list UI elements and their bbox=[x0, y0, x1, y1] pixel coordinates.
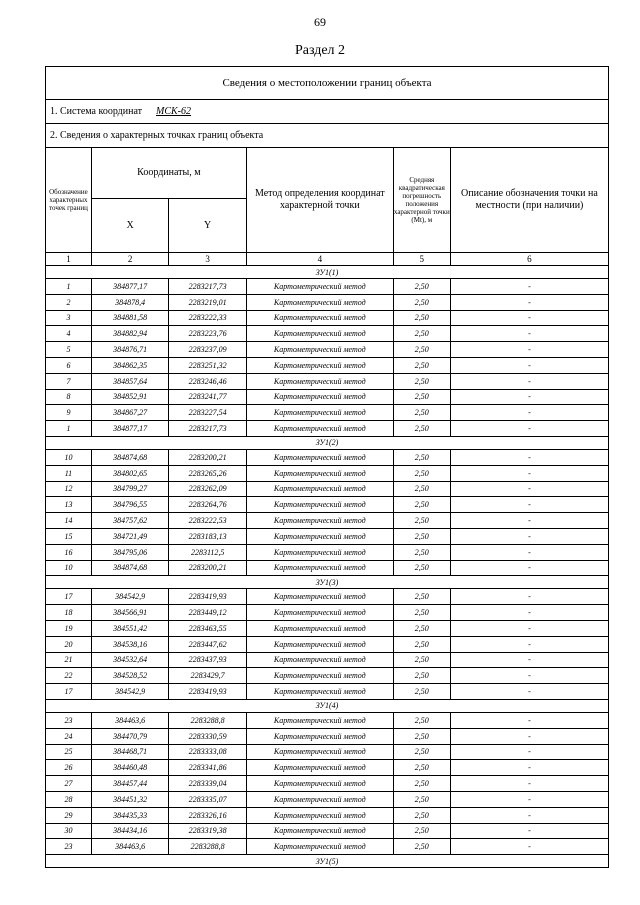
x-coordinate-cell: 384721,49 bbox=[91, 528, 169, 544]
method-cell: Картометрический метод bbox=[246, 636, 393, 652]
y-coordinate-cell: 2283241,77 bbox=[169, 389, 247, 405]
point-number-cell: 28 bbox=[46, 791, 92, 807]
table-row bbox=[46, 449, 609, 465]
header-description: Описание обозначения точки на местности (при наличии) bbox=[450, 148, 608, 253]
x-coordinate-cell: 384874,68 bbox=[91, 560, 169, 576]
method-cell: Картометрический метод bbox=[246, 620, 393, 636]
description-cell: - bbox=[450, 465, 608, 481]
section-title: Раздел 2 bbox=[294, 43, 346, 58]
accuracy-cell: 2,50 bbox=[393, 357, 450, 373]
accuracy-cell: 2,50 bbox=[393, 544, 450, 560]
y-coordinate-cell: 2283200,21 bbox=[169, 560, 247, 576]
header-x: X bbox=[91, 199, 169, 253]
x-coordinate-cell: 384457,44 bbox=[91, 776, 169, 792]
x-coordinate-cell: 384802,65 bbox=[91, 465, 169, 481]
accuracy-cell: 2,50 bbox=[393, 465, 450, 481]
column-index: 2 bbox=[91, 253, 169, 266]
table-row bbox=[46, 310, 609, 326]
description-cell: - bbox=[450, 560, 608, 576]
table-row bbox=[46, 760, 609, 776]
description-cell: - bbox=[450, 326, 608, 342]
point-number-cell: 21 bbox=[46, 652, 92, 668]
accuracy-cell: 2,50 bbox=[393, 389, 450, 405]
y-coordinate-cell: 2283217,73 bbox=[169, 279, 247, 295]
description-cell: - bbox=[450, 389, 608, 405]
accuracy-cell: 2,50 bbox=[393, 744, 450, 760]
point-number-cell: 3 bbox=[46, 310, 92, 326]
y-coordinate-cell: 2283333,08 bbox=[169, 744, 247, 760]
y-coordinate-cell: 2283223,76 bbox=[169, 326, 247, 342]
y-coordinate-cell: 2283288,8 bbox=[169, 839, 247, 855]
description-cell: - bbox=[450, 497, 608, 513]
method-cell: Картометрический метод bbox=[246, 294, 393, 310]
x-coordinate-cell: 384862,35 bbox=[91, 357, 169, 373]
accuracy-cell: 2,50 bbox=[393, 326, 450, 342]
table-row bbox=[46, 544, 609, 560]
y-coordinate-cell: 2283447,62 bbox=[169, 636, 247, 652]
header-y: Y bbox=[169, 199, 247, 253]
x-coordinate-cell: 384528,52 bbox=[91, 668, 169, 684]
point-number-cell: 29 bbox=[46, 807, 92, 823]
method-cell: Картометрический метод bbox=[246, 728, 393, 744]
method-cell: Картометрический метод bbox=[246, 405, 393, 421]
x-coordinate-cell: 384874,68 bbox=[91, 449, 169, 465]
description-cell: - bbox=[450, 823, 608, 839]
table-row bbox=[46, 684, 609, 700]
point-number-cell: 17 bbox=[46, 589, 92, 605]
point-number-cell: 12 bbox=[46, 481, 92, 497]
point-number-cell: 23 bbox=[46, 712, 92, 728]
table-row bbox=[46, 776, 609, 792]
table-row bbox=[46, 744, 609, 760]
description-cell: - bbox=[450, 421, 608, 437]
accuracy-cell: 2,50 bbox=[393, 636, 450, 652]
x-coordinate-cell: 384757,62 bbox=[91, 513, 169, 529]
accuracy-cell: 2,50 bbox=[393, 560, 450, 576]
group-name: ЗУ1(2) bbox=[46, 436, 609, 449]
boundary-table bbox=[45, 66, 609, 868]
method-cell: Картометрический метод bbox=[246, 560, 393, 576]
table-row bbox=[46, 823, 609, 839]
point-number-cell: 25 bbox=[46, 744, 92, 760]
description-cell: - bbox=[450, 528, 608, 544]
description-cell: - bbox=[450, 791, 608, 807]
table-row bbox=[46, 357, 609, 373]
group-header-row bbox=[46, 855, 609, 868]
point-number-cell: 17 bbox=[46, 684, 92, 700]
accuracy-cell: 2,50 bbox=[393, 839, 450, 855]
column-index: 6 bbox=[450, 253, 608, 266]
method-cell: Картометрический метод bbox=[246, 791, 393, 807]
table-row bbox=[46, 513, 609, 529]
table-row bbox=[46, 652, 609, 668]
x-coordinate-cell: 384877,17 bbox=[91, 279, 169, 295]
method-cell: Картометрический метод bbox=[246, 326, 393, 342]
y-coordinate-cell: 2283449,12 bbox=[169, 605, 247, 621]
x-coordinate-cell: 384877,17 bbox=[91, 421, 169, 437]
column-index: 3 bbox=[169, 253, 247, 266]
y-coordinate-cell: 2283288,8 bbox=[169, 712, 247, 728]
table-row bbox=[46, 373, 609, 389]
x-coordinate-cell: 384881,58 bbox=[91, 310, 169, 326]
coord-system-value: МСК-62 bbox=[156, 106, 192, 117]
point-number-cell: 7 bbox=[46, 373, 92, 389]
method-cell: Картометрический метод bbox=[246, 357, 393, 373]
accuracy-cell: 2,50 bbox=[393, 728, 450, 744]
x-coordinate-cell: 384882,94 bbox=[91, 326, 169, 342]
accuracy-cell: 2,50 bbox=[393, 405, 450, 421]
x-coordinate-cell: 384852,91 bbox=[91, 389, 169, 405]
group-header-row bbox=[46, 699, 609, 712]
x-coordinate-cell: 384795,06 bbox=[91, 544, 169, 560]
x-coordinate-cell: 384463,6 bbox=[91, 839, 169, 855]
accuracy-cell: 2,50 bbox=[393, 652, 450, 668]
coord-system-row bbox=[46, 100, 609, 124]
table-row bbox=[46, 389, 609, 405]
group-header-row bbox=[46, 266, 609, 279]
description-cell: - bbox=[450, 652, 608, 668]
x-coordinate-cell: 384460,48 bbox=[91, 760, 169, 776]
description-cell: - bbox=[450, 728, 608, 744]
table-row bbox=[46, 342, 609, 358]
y-coordinate-cell: 2283246,46 bbox=[169, 373, 247, 389]
group-header-row bbox=[46, 576, 609, 589]
y-coordinate-cell: 2283217,73 bbox=[169, 421, 247, 437]
y-coordinate-cell: 2283112,5 bbox=[169, 544, 247, 560]
description-cell: - bbox=[450, 668, 608, 684]
y-coordinate-cell: 2283339,04 bbox=[169, 776, 247, 792]
column-index: 5 bbox=[393, 253, 450, 266]
table-title: Сведения о местоположении границ объекта bbox=[46, 67, 609, 100]
accuracy-cell: 2,50 bbox=[393, 760, 450, 776]
column-index-row bbox=[46, 253, 609, 266]
table-row bbox=[46, 279, 609, 295]
description-cell: - bbox=[450, 712, 608, 728]
method-cell: Картометрический метод bbox=[246, 481, 393, 497]
method-cell: Картометрический метод bbox=[246, 760, 393, 776]
accuracy-cell: 2,50 bbox=[393, 421, 450, 437]
accuracy-cell: 2,50 bbox=[393, 589, 450, 605]
description-cell: - bbox=[450, 544, 608, 560]
point-number-cell: 30 bbox=[46, 823, 92, 839]
description-cell: - bbox=[450, 373, 608, 389]
table-row bbox=[46, 807, 609, 823]
description-cell: - bbox=[450, 589, 608, 605]
method-cell: Картометрический метод bbox=[246, 513, 393, 529]
point-number-cell: 24 bbox=[46, 728, 92, 744]
table-row bbox=[46, 728, 609, 744]
table-row bbox=[46, 326, 609, 342]
table-row bbox=[46, 421, 609, 437]
method-cell: Картометрический метод bbox=[246, 823, 393, 839]
header-method: Метод определения координат характерной точки bbox=[246, 148, 393, 253]
accuracy-cell: 2,50 bbox=[393, 684, 450, 700]
x-coordinate-cell: 384799,27 bbox=[91, 481, 169, 497]
method-cell: Картометрический метод bbox=[246, 310, 393, 326]
accuracy-cell: 2,50 bbox=[393, 481, 450, 497]
description-cell: - bbox=[450, 620, 608, 636]
table-row bbox=[46, 465, 609, 481]
group-name: ЗУ1(4) bbox=[46, 699, 609, 712]
y-coordinate-cell: 2283419,93 bbox=[169, 684, 247, 700]
description-cell: - bbox=[450, 807, 608, 823]
y-coordinate-cell: 2283251,32 bbox=[169, 357, 247, 373]
y-coordinate-cell: 2283265,26 bbox=[169, 465, 247, 481]
points-caption: 2. Сведения о характерных точках границ объекта bbox=[46, 124, 609, 148]
accuracy-cell: 2,50 bbox=[393, 513, 450, 529]
method-cell: Картометрический метод bbox=[246, 544, 393, 560]
table-row bbox=[46, 589, 609, 605]
x-coordinate-cell: 384435,33 bbox=[91, 807, 169, 823]
method-cell: Картометрический метод bbox=[246, 449, 393, 465]
y-coordinate-cell: 2283330,59 bbox=[169, 728, 247, 744]
y-coordinate-cell: 2283222,33 bbox=[169, 310, 247, 326]
x-coordinate-cell: 384857,64 bbox=[91, 373, 169, 389]
method-cell: Картометрический метод bbox=[246, 389, 393, 405]
x-coordinate-cell: 384463,6 bbox=[91, 712, 169, 728]
table-row bbox=[46, 294, 609, 310]
point-number-cell: 18 bbox=[46, 605, 92, 621]
method-cell: Картометрический метод bbox=[246, 279, 393, 295]
table-row bbox=[46, 791, 609, 807]
point-number-cell: 10 bbox=[46, 449, 92, 465]
method-cell: Картометрический метод bbox=[246, 807, 393, 823]
table-row bbox=[46, 560, 609, 576]
y-coordinate-cell: 2283319,38 bbox=[169, 823, 247, 839]
method-cell: Картометрический метод bbox=[246, 589, 393, 605]
point-number-cell: 15 bbox=[46, 528, 92, 544]
table-row bbox=[46, 405, 609, 421]
description-cell: - bbox=[450, 481, 608, 497]
method-cell: Картометрический метод bbox=[246, 652, 393, 668]
accuracy-cell: 2,50 bbox=[393, 449, 450, 465]
point-number-cell: 5 bbox=[46, 342, 92, 358]
description-cell: - bbox=[450, 684, 608, 700]
accuracy-cell: 2,50 bbox=[393, 712, 450, 728]
group-name: ЗУ1(3) bbox=[46, 576, 609, 589]
page-number: 69 bbox=[314, 15, 326, 29]
header-point-label: Обозначение характерных точек границ bbox=[46, 148, 92, 253]
y-coordinate-cell: 2283335,07 bbox=[169, 791, 247, 807]
x-coordinate-cell: 384551,42 bbox=[91, 620, 169, 636]
point-number-cell: 14 bbox=[46, 513, 92, 529]
x-coordinate-cell: 384434,16 bbox=[91, 823, 169, 839]
table-row bbox=[46, 839, 609, 855]
point-number-cell: 9 bbox=[46, 405, 92, 421]
point-number-cell: 16 bbox=[46, 544, 92, 560]
x-coordinate-cell: 384876,71 bbox=[91, 342, 169, 358]
accuracy-cell: 2,50 bbox=[393, 342, 450, 358]
point-number-cell: 1 bbox=[46, 421, 92, 437]
method-cell: Картометрический метод bbox=[246, 421, 393, 437]
method-cell: Картометрический метод bbox=[246, 684, 393, 700]
accuracy-cell: 2,50 bbox=[393, 776, 450, 792]
description-cell: - bbox=[450, 294, 608, 310]
group-name: ЗУ1(5) bbox=[46, 855, 609, 868]
point-number-cell: 10 bbox=[46, 560, 92, 576]
description-cell: - bbox=[450, 760, 608, 776]
accuracy-cell: 2,50 bbox=[393, 620, 450, 636]
point-number-cell: 20 bbox=[46, 636, 92, 652]
accuracy-cell: 2,50 bbox=[393, 294, 450, 310]
y-coordinate-cell: 2283341,86 bbox=[169, 760, 247, 776]
description-cell: - bbox=[450, 357, 608, 373]
y-coordinate-cell: 2283222,53 bbox=[169, 513, 247, 529]
description-cell: - bbox=[450, 310, 608, 326]
point-number-cell: 11 bbox=[46, 465, 92, 481]
description-cell: - bbox=[450, 449, 608, 465]
method-cell: Картометрический метод bbox=[246, 744, 393, 760]
point-number-cell: 13 bbox=[46, 497, 92, 513]
x-coordinate-cell: 384468,71 bbox=[91, 744, 169, 760]
x-coordinate-cell: 384878,4 bbox=[91, 294, 169, 310]
group-header-row bbox=[46, 436, 609, 449]
point-number-cell: 1 bbox=[46, 279, 92, 295]
x-coordinate-cell: 384538,16 bbox=[91, 636, 169, 652]
y-coordinate-cell: 2283264,76 bbox=[169, 497, 247, 513]
table-row bbox=[46, 528, 609, 544]
coord-system-label: 1. Система координат bbox=[50, 106, 143, 117]
description-cell: - bbox=[450, 513, 608, 529]
y-coordinate-cell: 2283237,09 bbox=[169, 342, 247, 358]
accuracy-cell: 2,50 bbox=[393, 668, 450, 684]
accuracy-cell: 2,50 bbox=[393, 807, 450, 823]
y-coordinate-cell: 2283227,54 bbox=[169, 405, 247, 421]
y-coordinate-cell: 2283262,09 bbox=[169, 481, 247, 497]
x-coordinate-cell: 384796,55 bbox=[91, 497, 169, 513]
column-index: 1 bbox=[46, 253, 92, 266]
method-cell: Картометрический метод bbox=[246, 373, 393, 389]
x-coordinate-cell: 384542,9 bbox=[91, 589, 169, 605]
point-number-cell: 26 bbox=[46, 760, 92, 776]
point-number-cell: 4 bbox=[46, 326, 92, 342]
x-coordinate-cell: 384566,91 bbox=[91, 605, 169, 621]
method-cell: Картометрический метод bbox=[246, 839, 393, 855]
description-cell: - bbox=[450, 405, 608, 421]
description-cell: - bbox=[450, 279, 608, 295]
header-accuracy: Средняя квадратическая погрешность положения характерной точки (Mt), м bbox=[393, 148, 450, 253]
column-index: 4 bbox=[246, 253, 393, 266]
point-number-cell: 2 bbox=[46, 294, 92, 310]
y-coordinate-cell: 2283463,55 bbox=[169, 620, 247, 636]
y-coordinate-cell: 2283419,93 bbox=[169, 589, 247, 605]
y-coordinate-cell: 2283326,16 bbox=[169, 807, 247, 823]
accuracy-cell: 2,50 bbox=[393, 279, 450, 295]
x-coordinate-cell: 384470,79 bbox=[91, 728, 169, 744]
accuracy-cell: 2,50 bbox=[393, 528, 450, 544]
point-number-cell: 23 bbox=[46, 839, 92, 855]
table-row bbox=[46, 636, 609, 652]
description-cell: - bbox=[450, 636, 608, 652]
x-coordinate-cell: 384867,27 bbox=[91, 405, 169, 421]
group-name: ЗУ1(1) bbox=[46, 266, 609, 279]
description-cell: - bbox=[450, 605, 608, 621]
header-coords: Координаты, м bbox=[91, 148, 246, 199]
y-coordinate-cell: 2283437,93 bbox=[169, 652, 247, 668]
description-cell: - bbox=[450, 342, 608, 358]
description-cell: - bbox=[450, 744, 608, 760]
method-cell: Картометрический метод bbox=[246, 668, 393, 684]
accuracy-cell: 2,50 bbox=[393, 497, 450, 513]
description-cell: - bbox=[450, 839, 608, 855]
table-row bbox=[46, 605, 609, 621]
table-row bbox=[46, 620, 609, 636]
method-cell: Картометрический метод bbox=[246, 712, 393, 728]
x-coordinate-cell: 384542,9 bbox=[91, 684, 169, 700]
method-cell: Картометрический метод bbox=[246, 605, 393, 621]
method-cell: Картометрический метод bbox=[246, 342, 393, 358]
y-coordinate-cell: 2283219,01 bbox=[169, 294, 247, 310]
method-cell: Картометрический метод bbox=[246, 528, 393, 544]
y-coordinate-cell: 2283200,21 bbox=[169, 449, 247, 465]
accuracy-cell: 2,50 bbox=[393, 605, 450, 621]
point-number-cell: 6 bbox=[46, 357, 92, 373]
point-number-cell: 8 bbox=[46, 389, 92, 405]
accuracy-cell: 2,50 bbox=[393, 823, 450, 839]
accuracy-cell: 2,50 bbox=[393, 791, 450, 807]
method-cell: Картометрический метод bbox=[246, 776, 393, 792]
point-number-cell: 22 bbox=[46, 668, 92, 684]
table-row bbox=[46, 668, 609, 684]
table-row bbox=[46, 712, 609, 728]
table-row bbox=[46, 497, 609, 513]
y-coordinate-cell: 2283183,13 bbox=[169, 528, 247, 544]
x-coordinate-cell: 384532,64 bbox=[91, 652, 169, 668]
x-coordinate-cell: 384451,32 bbox=[91, 791, 169, 807]
point-number-cell: 19 bbox=[46, 620, 92, 636]
method-cell: Картометрический метод bbox=[246, 497, 393, 513]
y-coordinate-cell: 2283429,7 bbox=[169, 668, 247, 684]
point-number-cell: 27 bbox=[46, 776, 92, 792]
description-cell: - bbox=[450, 776, 608, 792]
accuracy-cell: 2,50 bbox=[393, 310, 450, 326]
table-row bbox=[46, 481, 609, 497]
method-cell: Картометрический метод bbox=[246, 465, 393, 481]
accuracy-cell: 2,50 bbox=[393, 373, 450, 389]
